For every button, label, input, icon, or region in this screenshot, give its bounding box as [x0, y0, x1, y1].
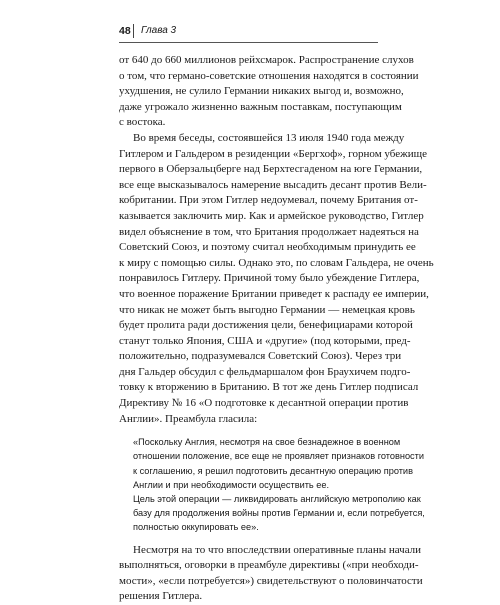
quote-line: базу для продолжения войны против Германии и, если потребуется,	[133, 508, 425, 519]
header-separator	[133, 24, 134, 38]
text-line: о том, что германо-советские отношения находятся в состоянии	[119, 69, 419, 82]
quote-line: «Поскольку Англия, несмотря на свое безнадежное в военном	[133, 437, 401, 448]
text-line: Во время беседы, состоявшейся 13 июля 1940 года между	[133, 131, 405, 144]
page-header	[0, 0, 500, 48]
quote-line: к соглашению, я решил подготовить десантную операцию против	[133, 465, 413, 476]
quote-line: Цель этой операции — ликвидировать английскую метрополию как	[133, 494, 421, 504]
text-line: понравилось Гитлеру. Причиной тому было убеждение Гитлера,	[119, 272, 420, 285]
text-line: Англии». Преамбула гласила:	[119, 412, 258, 425]
quote-line: отношении положение, все еще не проявляет признаков готовности	[133, 451, 424, 462]
text-line: что военное поражение Британии приведет к распаду ее империи,	[119, 287, 429, 300]
paragraph-1	[119, 53, 419, 131]
text-line: решения Гитлера.	[119, 590, 203, 603]
text-line: мости», «если потребуется») свидетельствуют о половинчатости	[119, 574, 423, 587]
text-line: дня Гальдер обсудил с фельдмаршалом фон Браухичем подго-	[119, 365, 411, 378]
text-line: с востока.	[119, 116, 166, 129]
text-line: казывается заключить мир. Как и армейское руководство, Гитлер	[119, 209, 424, 222]
spacer	[119, 535, 378, 543]
body-text	[119, 53, 434, 605]
text-line: Директиву № 16 «О подготовке к десантной операции против	[119, 397, 409, 410]
text-line: видел объяснение в том, что Британия продолжает надеяться на	[119, 225, 419, 238]
text-line: первого в Оберзальцберге над Берхтесгаденом на юге Германии,	[119, 163, 423, 176]
text-line: даже угрожало жизненно важным поставкам, поступающим	[119, 100, 402, 113]
page-number: 48	[119, 25, 131, 37]
header-rule	[119, 42, 378, 43]
spacer	[119, 427, 378, 435]
paragraph-3	[119, 543, 423, 605]
quote-line: полностью оккупировать ее».	[133, 522, 259, 533]
text-line: все еще высказывалось намерение высадить десант против Вели-	[119, 178, 427, 191]
text-line: кобритании. При этом Гитлер недоумевал, почему Британия от-	[119, 194, 418, 207]
text-line: Гитлером и Гальдером в резиденции «Бергхоф», горном убежище	[119, 147, 427, 160]
text-line: выполняться, оговорки в преамбуле директивы («при необходи-	[119, 559, 419, 572]
text-line: от 640 до 660 миллионов рейхсмарок. Распространение слухов	[119, 54, 414, 66]
paragraph-2	[119, 131, 434, 427]
text-line: Советский Союз, и поэтому считал необходимым принудить ее	[119, 241, 416, 254]
text-line: товку к вторжению в Британию. В тот же день Гитлер подписал	[119, 381, 419, 394]
text-line: положительно, подразумевался Советский Союз). Через три	[119, 350, 402, 363]
chapter-title: Глава 3	[141, 25, 177, 36]
text-line: станут только Япония, США и «другие» (под которыми, пред-	[119, 334, 411, 347]
text-line: к миру с помощью силы. Однако это, по словам Гальдера, не очень	[119, 256, 434, 269]
quote-line: Англии и при необходимости осуществить ее.	[133, 479, 330, 490]
text-line: Несмотря на то что впоследствии оперативные планы начали	[133, 543, 422, 556]
text-line: будет пролита ради достижения цели, бенефициарами которой	[119, 319, 413, 332]
text-line: что никак не может быть выгодно Германии — немецкая кровь	[119, 303, 415, 316]
block-quote	[133, 435, 425, 534]
text-line: ухудшения, не сулило Германии никаких выгод и, возможно,	[119, 85, 404, 98]
